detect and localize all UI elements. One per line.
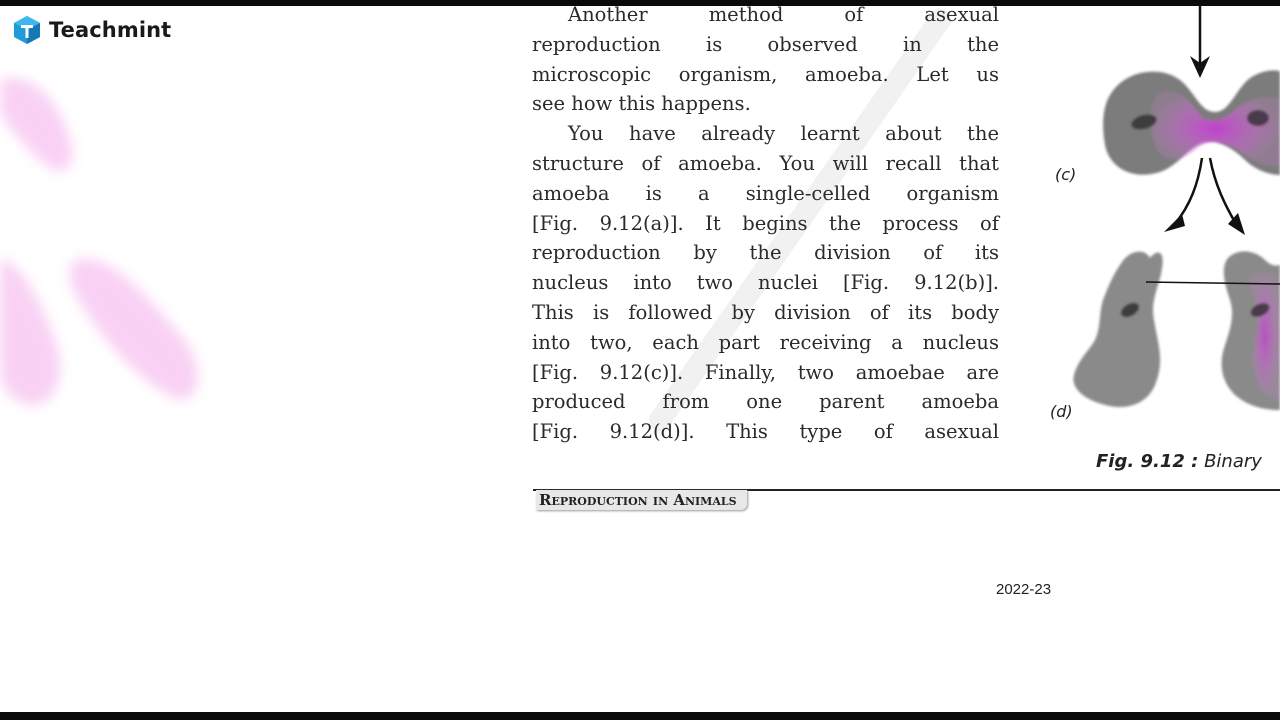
- text-line: microscopic organism, amoeba. Let us: [532, 62, 999, 86]
- section-title-tab: Reproduction in Animals: [536, 490, 747, 510]
- text-line: [Fig. 9.12(c)]. Finally, two amoebae are: [532, 360, 999, 384]
- bottom-letterbox-bar: [0, 712, 1280, 720]
- text-line: structure of amoeba. You will recall that: [532, 151, 999, 175]
- text-line: amoeba is a single-celled organism: [532, 181, 999, 205]
- caption-text: Binary: [1204, 451, 1262, 472]
- figure-label-c: (c): [1055, 165, 1077, 184]
- brand-name: Teachmint: [49, 18, 172, 42]
- text-line: [Fig. 9.12(d)]. This type of asexual: [532, 420, 999, 444]
- text-line: see how this happens.: [532, 92, 751, 116]
- branch-arrows-icon: [1164, 158, 1245, 235]
- figure-label-d: (d): [1050, 402, 1073, 421]
- teachmint-logo: [13, 15, 171, 45]
- text-line: reproduction is observed in the: [532, 32, 999, 56]
- teachmint-cube-icon: [13, 15, 41, 45]
- amoeba-dividing: [1103, 70, 1280, 175]
- body-paragraph: [532, 0, 999, 447]
- text-line: nucleus into two nuclei [Fig. 9.12(b)].: [532, 271, 999, 295]
- text-line: You have already learnt about the: [568, 122, 999, 146]
- text-line: produced from one parent amoeba: [532, 390, 999, 414]
- text-line: into two, each part receiving a nucleus: [532, 330, 999, 354]
- arrow-down-icon: [1190, 6, 1210, 78]
- watermark-blobs: [0, 70, 230, 430]
- amoeba-binary-fission-figure: [1040, 0, 1280, 440]
- text-line: Another method of asexual: [568, 3, 999, 26]
- text-line: reproduction by the division of its: [532, 241, 999, 265]
- text-line: This is followed by division of its body: [532, 300, 999, 324]
- daughter-amoebae: [1073, 251, 1280, 410]
- edition-year: 2022-23: [996, 581, 1052, 598]
- text-line: [Fig. 9.12(a)]. It begins the process of: [532, 211, 999, 235]
- caption-number: Fig. 9.12 :: [1096, 451, 1199, 472]
- figure-caption: [1096, 451, 1262, 472]
